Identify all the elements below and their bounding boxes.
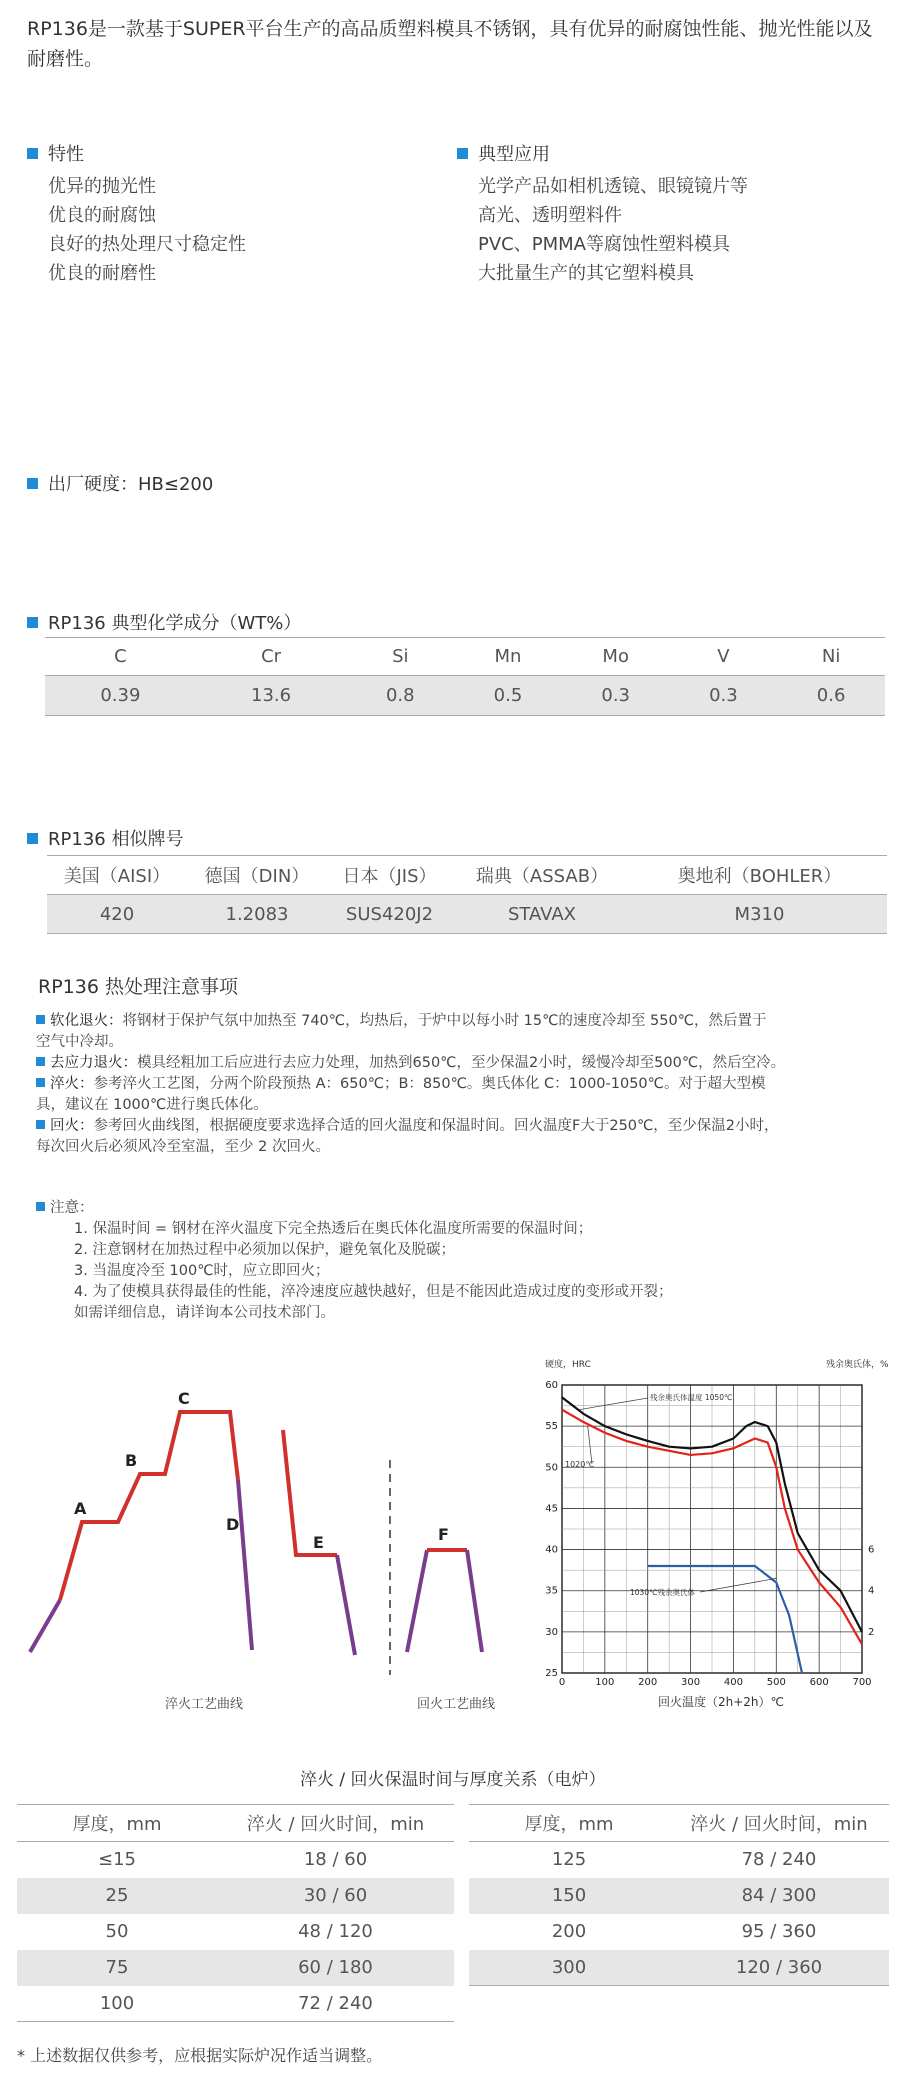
table-header-cell: 美国（AISI） (47, 856, 187, 895)
chart-xlabel: 回火温度（2h+2h）℃ (658, 1695, 785, 1709)
features-title: 特性 (48, 144, 84, 165)
list-item: 4. 为了使模具获得最佳的性能，淬冷速度应越快越好，但是不能因此造成过度的变形或开裂； (74, 1284, 673, 1300)
list-item: 优良的耐腐蚀 (48, 205, 156, 226)
chart-y-tick-label: 35 (545, 1585, 558, 1597)
quench-curve-purple-tail (238, 1480, 252, 1650)
label-b: B (125, 1451, 138, 1470)
table-cell: 50 (105, 1921, 129, 1942)
temper-curve-purple-f (407, 1550, 427, 1652)
bullet-square-icon (36, 1202, 45, 1211)
grades-title: RP136 相似牌号 (48, 829, 184, 850)
list-item: 高光、透明塑料件 (478, 205, 622, 226)
list-item (36, 1074, 896, 1116)
bullet-square-icon (27, 617, 38, 628)
features-list (27, 172, 246, 288)
item-text: 参考淬火工艺图，分两个阶段预热 A：650℃；B：850℃。奥氏体化 C：1000-1050℃。对于超大型模 (93, 1076, 766, 1092)
table-header-cell: 德国（DIN） (187, 856, 327, 895)
temper-curve-red-e (283, 1430, 337, 1555)
table-cell: 25 (105, 1885, 129, 1906)
table-header-row (47, 856, 887, 895)
table-cell: 60 / 180 (298, 1957, 373, 1978)
chemistry-table (45, 637, 885, 716)
table-cell: 30 / 60 (303, 1885, 368, 1906)
item-label: 去应力退火： (50, 1055, 137, 1071)
list-item: 优良的耐磨性 (48, 263, 156, 284)
chart-x-tick-label: 400 (723, 1677, 743, 1688)
hardness-heading (27, 470, 213, 496)
table-cell: 300 (469, 1950, 669, 1986)
features-section (27, 140, 246, 288)
heat-treatment-title: RP136 热处理注意事项 (38, 976, 238, 998)
applications-heading (457, 140, 748, 166)
table-row (469, 1950, 889, 1986)
table-header-cell: Cr (196, 638, 347, 676)
list-item (36, 1053, 896, 1074)
list-item: 良好的热处理尺寸稳定性 (48, 234, 246, 255)
table-cell: SUS420J2 (327, 895, 452, 934)
chemistry-title: RP136 典型化学成分（WT%） (48, 613, 302, 634)
table-row (17, 1842, 454, 1878)
table-cell: 78 / 240 (741, 1849, 817, 1871)
table-header-row (17, 1805, 454, 1842)
notes-section (36, 1198, 896, 1324)
bullet-square-icon (27, 833, 38, 844)
chart-x-tick-label: 300 (681, 1677, 701, 1688)
bullet-square-icon (36, 1015, 45, 1024)
item-text: 将钢材于保护气氛中加热至 740℃，均热后，于炉中以每小时 15℃的速度冷却至 550℃，然后置于 (122, 1013, 767, 1029)
quench-caption: 淬火工艺曲线 (165, 1697, 244, 1712)
chart-y-tick-label: 25 (545, 1668, 558, 1679)
table-row (45, 676, 885, 716)
table-cell: 18 / 60 (303, 1849, 368, 1871)
table-cell: 200 (551, 1921, 587, 1942)
chart-y-tick-label: 30 (545, 1626, 558, 1638)
table-cell: 150 (551, 1885, 587, 1906)
label-e: E (313, 1533, 324, 1552)
features-heading (27, 140, 246, 166)
chart-x-tick-label: 500 (766, 1677, 786, 1688)
table-cell: 95 / 360 (741, 1921, 817, 1942)
notes-title: 注意： (50, 1200, 94, 1216)
series-label-1020: 1020℃ (565, 1460, 595, 1469)
table-header-cell: Ni (777, 638, 885, 676)
list-item (36, 1011, 896, 1053)
list-item: PVC、PMMA等腐蚀性塑料模具 (478, 234, 730, 255)
list-item: 优异的抛光性 (48, 176, 156, 197)
chemistry-heading (27, 609, 301, 635)
table-cell: 13.6 (196, 676, 347, 716)
tempering-chart (540, 1355, 910, 1720)
list-item (36, 1116, 896, 1158)
item-text: 参考回火曲线图，根据硬度要求选择合适的回火温度和保温时间。回火温度F大于250℃，至少保温2小时， (93, 1118, 779, 1134)
table-row (469, 1842, 889, 1878)
table-cell: 0.6 (777, 676, 885, 716)
chart-y-tick-label: 45 (545, 1503, 558, 1515)
item-text: 模具经粗加工后应进行去应力处理，加热到650℃，至少保温2小时，缓慢冷却至500℃，然后空冷。 (137, 1055, 786, 1071)
table-header-cell: Mn (454, 638, 562, 676)
table-header-cell: V (670, 638, 778, 676)
applications-list (457, 172, 748, 288)
item-label: 软化退火： (50, 1013, 123, 1029)
table-header-row (45, 638, 885, 676)
chart-y-tick-label: 60 (545, 1380, 558, 1391)
chart-y-tick-label: 50 (545, 1462, 558, 1474)
table-cell: 84 / 300 (741, 1885, 817, 1906)
chart-y-tick-label: 40 (545, 1544, 558, 1556)
bullet-square-icon (36, 1078, 45, 1087)
table-header-cell: 淬火 / 回火时间，min (217, 1805, 454, 1842)
table-header-cell: 瑞典（ASSAB） (452, 856, 632, 895)
list-item: 大批量生产的其它塑料模具 (478, 263, 694, 284)
thickness-table-title: 淬火 / 回火保温时间与厚度关系（电炉） (300, 1770, 606, 1790)
heat-treatment-list (36, 1011, 896, 1158)
chart-grid (562, 1385, 862, 1673)
series-label-1030: 1030℃残余奥氏体 (630, 1588, 696, 1597)
process-diagram (20, 1370, 520, 1720)
temper-caption: 回火工艺曲线 (417, 1697, 496, 1712)
table-header-cell: Si (346, 638, 454, 676)
footnote: * 上述数据仅供参考，应根据实际炉况作适当调整。 (17, 2046, 383, 2065)
list-item: 光学产品如相机透镜、眼镜镜片等 (478, 176, 748, 197)
chart-y-tick-label: 55 (545, 1421, 558, 1433)
series-label-1050: 残余奥氏体温度 1050℃ (650, 1393, 733, 1402)
thickness-table-left (17, 1804, 454, 2022)
notes-heading (36, 1198, 896, 1219)
chart-x-tick-label: 0 (558, 1677, 566, 1688)
chart-x-tick-label: 200 (638, 1677, 658, 1688)
grades-table (47, 855, 887, 934)
table-row (47, 895, 887, 934)
item-text-cont: 具，建议在 1000℃进行奥氏体化。 (36, 1097, 268, 1113)
table-row (17, 1950, 454, 1986)
label-c: C (178, 1389, 190, 1408)
chart-right-tick-label: 6 (868, 1544, 875, 1556)
list-item: 2. 注意钢材在加热过程中必须加以保护，避免氧化及脱碳； (74, 1242, 455, 1258)
grades-heading (27, 825, 183, 851)
chart-x-tick-label: 600 (809, 1677, 829, 1688)
thickness-table-right (469, 1804, 889, 1986)
applications-section (457, 140, 748, 288)
table-cell: 420 (47, 895, 187, 934)
table-header-cell: Mo (562, 638, 670, 676)
table-cell: 0.3 (670, 676, 778, 716)
quench-curve-purple (30, 1600, 60, 1652)
table-header-cell: 日本（JIS） (327, 856, 452, 895)
table-cell: 75 (105, 1957, 129, 1978)
table-cell: 48 / 120 (298, 1921, 373, 1942)
table-header-cell: 奥地利（BOHLER） (632, 856, 887, 895)
table-cell: M310 (632, 895, 887, 934)
table-row (469, 1878, 889, 1914)
bullet-square-icon (36, 1120, 45, 1129)
intro-text: RP136是一款基于SUPER平台生产的高品质塑料模具不锈钢，具有优异的耐腐蚀性能、抛光性能以及耐磨性。 (27, 18, 873, 70)
chart-x-tick-label: 100 (595, 1677, 615, 1688)
table-cell: 1.2083 (187, 895, 327, 934)
table-cell: 100 (17, 1986, 217, 2022)
quench-curve-red (60, 1412, 238, 1600)
item-label: 淬火： (50, 1076, 94, 1092)
table-header-row (469, 1805, 889, 1842)
bullet-square-icon (27, 148, 38, 159)
label-a: A (74, 1499, 87, 1518)
bullet-square-icon (36, 1057, 45, 1066)
chart-right-tick-label: 4 (868, 1585, 875, 1597)
notes-list (36, 1219, 896, 1324)
list-item: 3. 当温度冷至 100℃时，应立即回火； (74, 1263, 330, 1279)
chart-right-tick-label: 2 (868, 1626, 875, 1638)
table-header-cell: 淬火 / 回火时间，min (669, 1805, 889, 1842)
bullet-square-icon (457, 148, 468, 159)
applications-title: 典型应用 (478, 144, 550, 165)
hardness-text: 出厂硬度：HB≤200 (48, 474, 214, 495)
table-row (469, 1914, 889, 1950)
table-header-cell: 厚度，mm (469, 1805, 669, 1842)
table-row (17, 1986, 454, 2022)
table-cell: 0.3 (562, 676, 670, 716)
temper-curve-purple-f-tail (467, 1550, 482, 1652)
list-item: 如需详细信息，请详询本公司技术部门。 (74, 1305, 335, 1321)
table-cell: 72 / 240 (217, 1986, 454, 2022)
table-cell: 120 / 360 (669, 1950, 889, 1986)
table-cell: STAVAX (452, 895, 632, 934)
table-cell: 0.39 (45, 676, 196, 716)
table-cell: ≤15 (98, 1849, 136, 1871)
label-f: F (438, 1525, 449, 1544)
item-text-cont: 空气中冷却。 (36, 1034, 123, 1050)
table-header-cell: 厚度，mm (17, 1805, 217, 1842)
table-cell: 0.5 (454, 676, 562, 716)
list-item: 1. 保温时间 = 钢材在淬火温度下完全热透后在奥氏体化温度所需要的保温时间； (74, 1221, 593, 1237)
bullet-square-icon (27, 478, 38, 489)
table-row (17, 1878, 454, 1914)
label-d: D (226, 1515, 240, 1534)
item-text-cont: 每次回火后必须风冷至室温，至少 2 次回火。 (36, 1139, 330, 1155)
table-cell: 0.8 (346, 676, 454, 716)
chart-ylabel-right: 残余奥氏体，% (826, 1360, 889, 1370)
chart-x-tick-label: 700 (852, 1677, 872, 1688)
table-header-cell: C (45, 638, 196, 676)
chart-ylabel-left: 硬度，HRC (545, 1360, 591, 1370)
table-row (17, 1914, 454, 1950)
temper-curve-purple-e (337, 1555, 355, 1655)
item-label: 回火： (50, 1118, 94, 1134)
table-cell: 125 (551, 1849, 587, 1871)
